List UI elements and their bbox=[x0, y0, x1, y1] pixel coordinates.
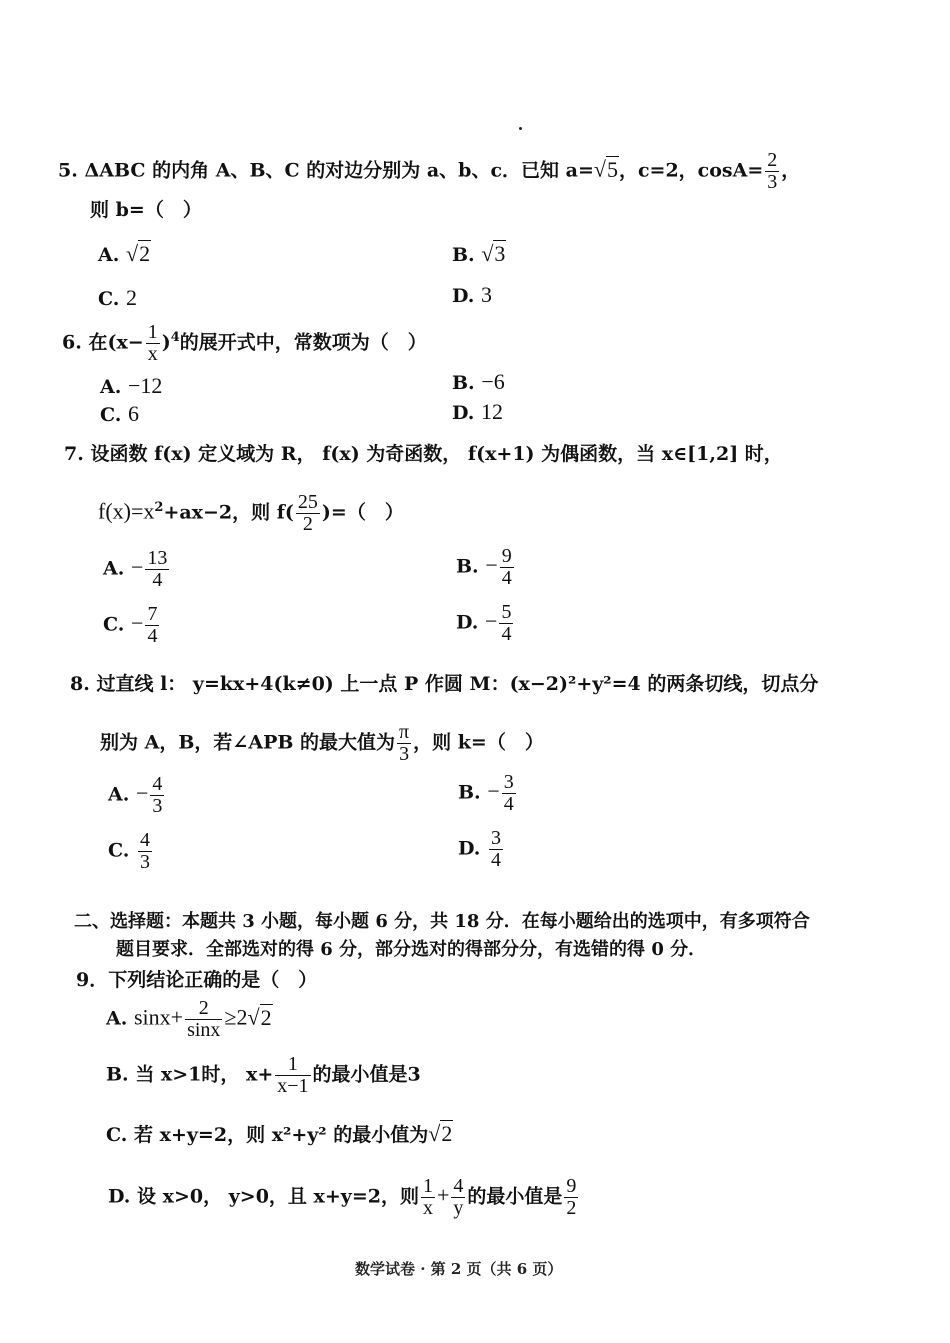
option-c: C. − $\frac{7}{4}$ bbox=[103, 603, 158, 647]
question-5-line2: 则 b=（ ） bbox=[90, 199, 202, 221]
question-7: 7. 设函数 f(x) 定义域为 R， f(x) 为奇函数， f(x+1) 为偶函数，当 x∈[1,2] 时， bbox=[64, 443, 783, 465]
option-b: B. 当 x>1时， x+ $\frac{1}{x-1}$ 的最小值是3 bbox=[106, 1053, 421, 1097]
option-a: A. sinx+ $\frac{2}{\sin x}$ ≥2√2 bbox=[106, 997, 272, 1041]
option-a: A. − $\frac{4}{3}$ bbox=[108, 773, 163, 817]
option-d: D. 设 x>0， y>0，且 x+y=2，则 $\frac{1}{x}$ + $\frac{4}{y}$ 的最小值是 $\frac{9}{2}$ bbox=[108, 1175, 577, 1219]
option-b: B. − $\frac{9}{4}$ bbox=[456, 545, 512, 589]
question-7-line2: $f(x)=x^2+ax-2$，则 f( $\frac{25}{2}$ )=（ ） bbox=[98, 491, 404, 535]
option-c: C. $\frac{4}{3}$ bbox=[108, 829, 151, 873]
question-number: 5. bbox=[58, 159, 78, 182]
question-9: 9．下列结论正确的是（ ） bbox=[76, 969, 318, 991]
question-5: 5. ΔABC 的内角 A、B、C 的对边分别为 a、b、c．已知 a=√5，c=2，cosA= $\frac{2}{3}$ ， bbox=[58, 149, 801, 193]
option-c: C. 2 bbox=[98, 285, 138, 310]
question-8: 8. 过直线 l： y=kx+4(k≠0) 上一点 P 作圆 M：(x−2)²+y²=4 的两条切线，切点分 bbox=[70, 673, 819, 695]
option-c: C. 6 bbox=[100, 401, 140, 426]
option-a: A. −12 bbox=[100, 373, 163, 398]
option-d: D. − $\frac{5}{4}$ bbox=[456, 601, 512, 645]
section-2-instructions: 题目要求．全部选对的得 6 分，部分选对的得部分分，有选错的得 0 分． bbox=[116, 939, 707, 960]
section-2-heading: 二、选择题：本题共 3 小题，每小题 6 分，共 18 分．在每小题给出的选项中，有多项符合 bbox=[74, 911, 810, 932]
option-a: A. √2 bbox=[98, 241, 151, 266]
option-d: D. $\frac{3}{4}$ bbox=[458, 827, 502, 871]
option-b: B. −6 bbox=[452, 369, 505, 394]
option-d: D. 3 bbox=[452, 282, 493, 307]
speck bbox=[519, 127, 522, 130]
fraction: $\frac{2}{3}$ bbox=[767, 149, 778, 193]
question-8-line2: 别为 A，B，若∠APB 的最大值为 $\frac{\pi}{3}$ ，则 k=（ ） bbox=[100, 721, 544, 765]
sqrt-expression: √5 bbox=[593, 156, 618, 182]
question-stem: ΔABC 的内角 A、B、C 的对边分别为 a、b、c．已知 a= bbox=[84, 159, 594, 182]
option-b: B. − $\frac{3}{4}$ bbox=[458, 771, 514, 815]
option-b: B. √3 bbox=[452, 241, 506, 266]
question-6: 6. 在(x− $\frac{1}{x}$ )$^4$的展开式中，常数项为（ ） bbox=[62, 321, 427, 365]
option-a: A. − $\frac{13}{4}$ bbox=[103, 547, 168, 591]
option-c: C. 若 x+y=2，则 x²+y² 的最小值为√2 bbox=[106, 1121, 453, 1146]
page-footer: 数学试卷 · 第 2 页（共 6 页） bbox=[355, 1260, 563, 1278]
option-d: D. 12 bbox=[452, 399, 504, 424]
